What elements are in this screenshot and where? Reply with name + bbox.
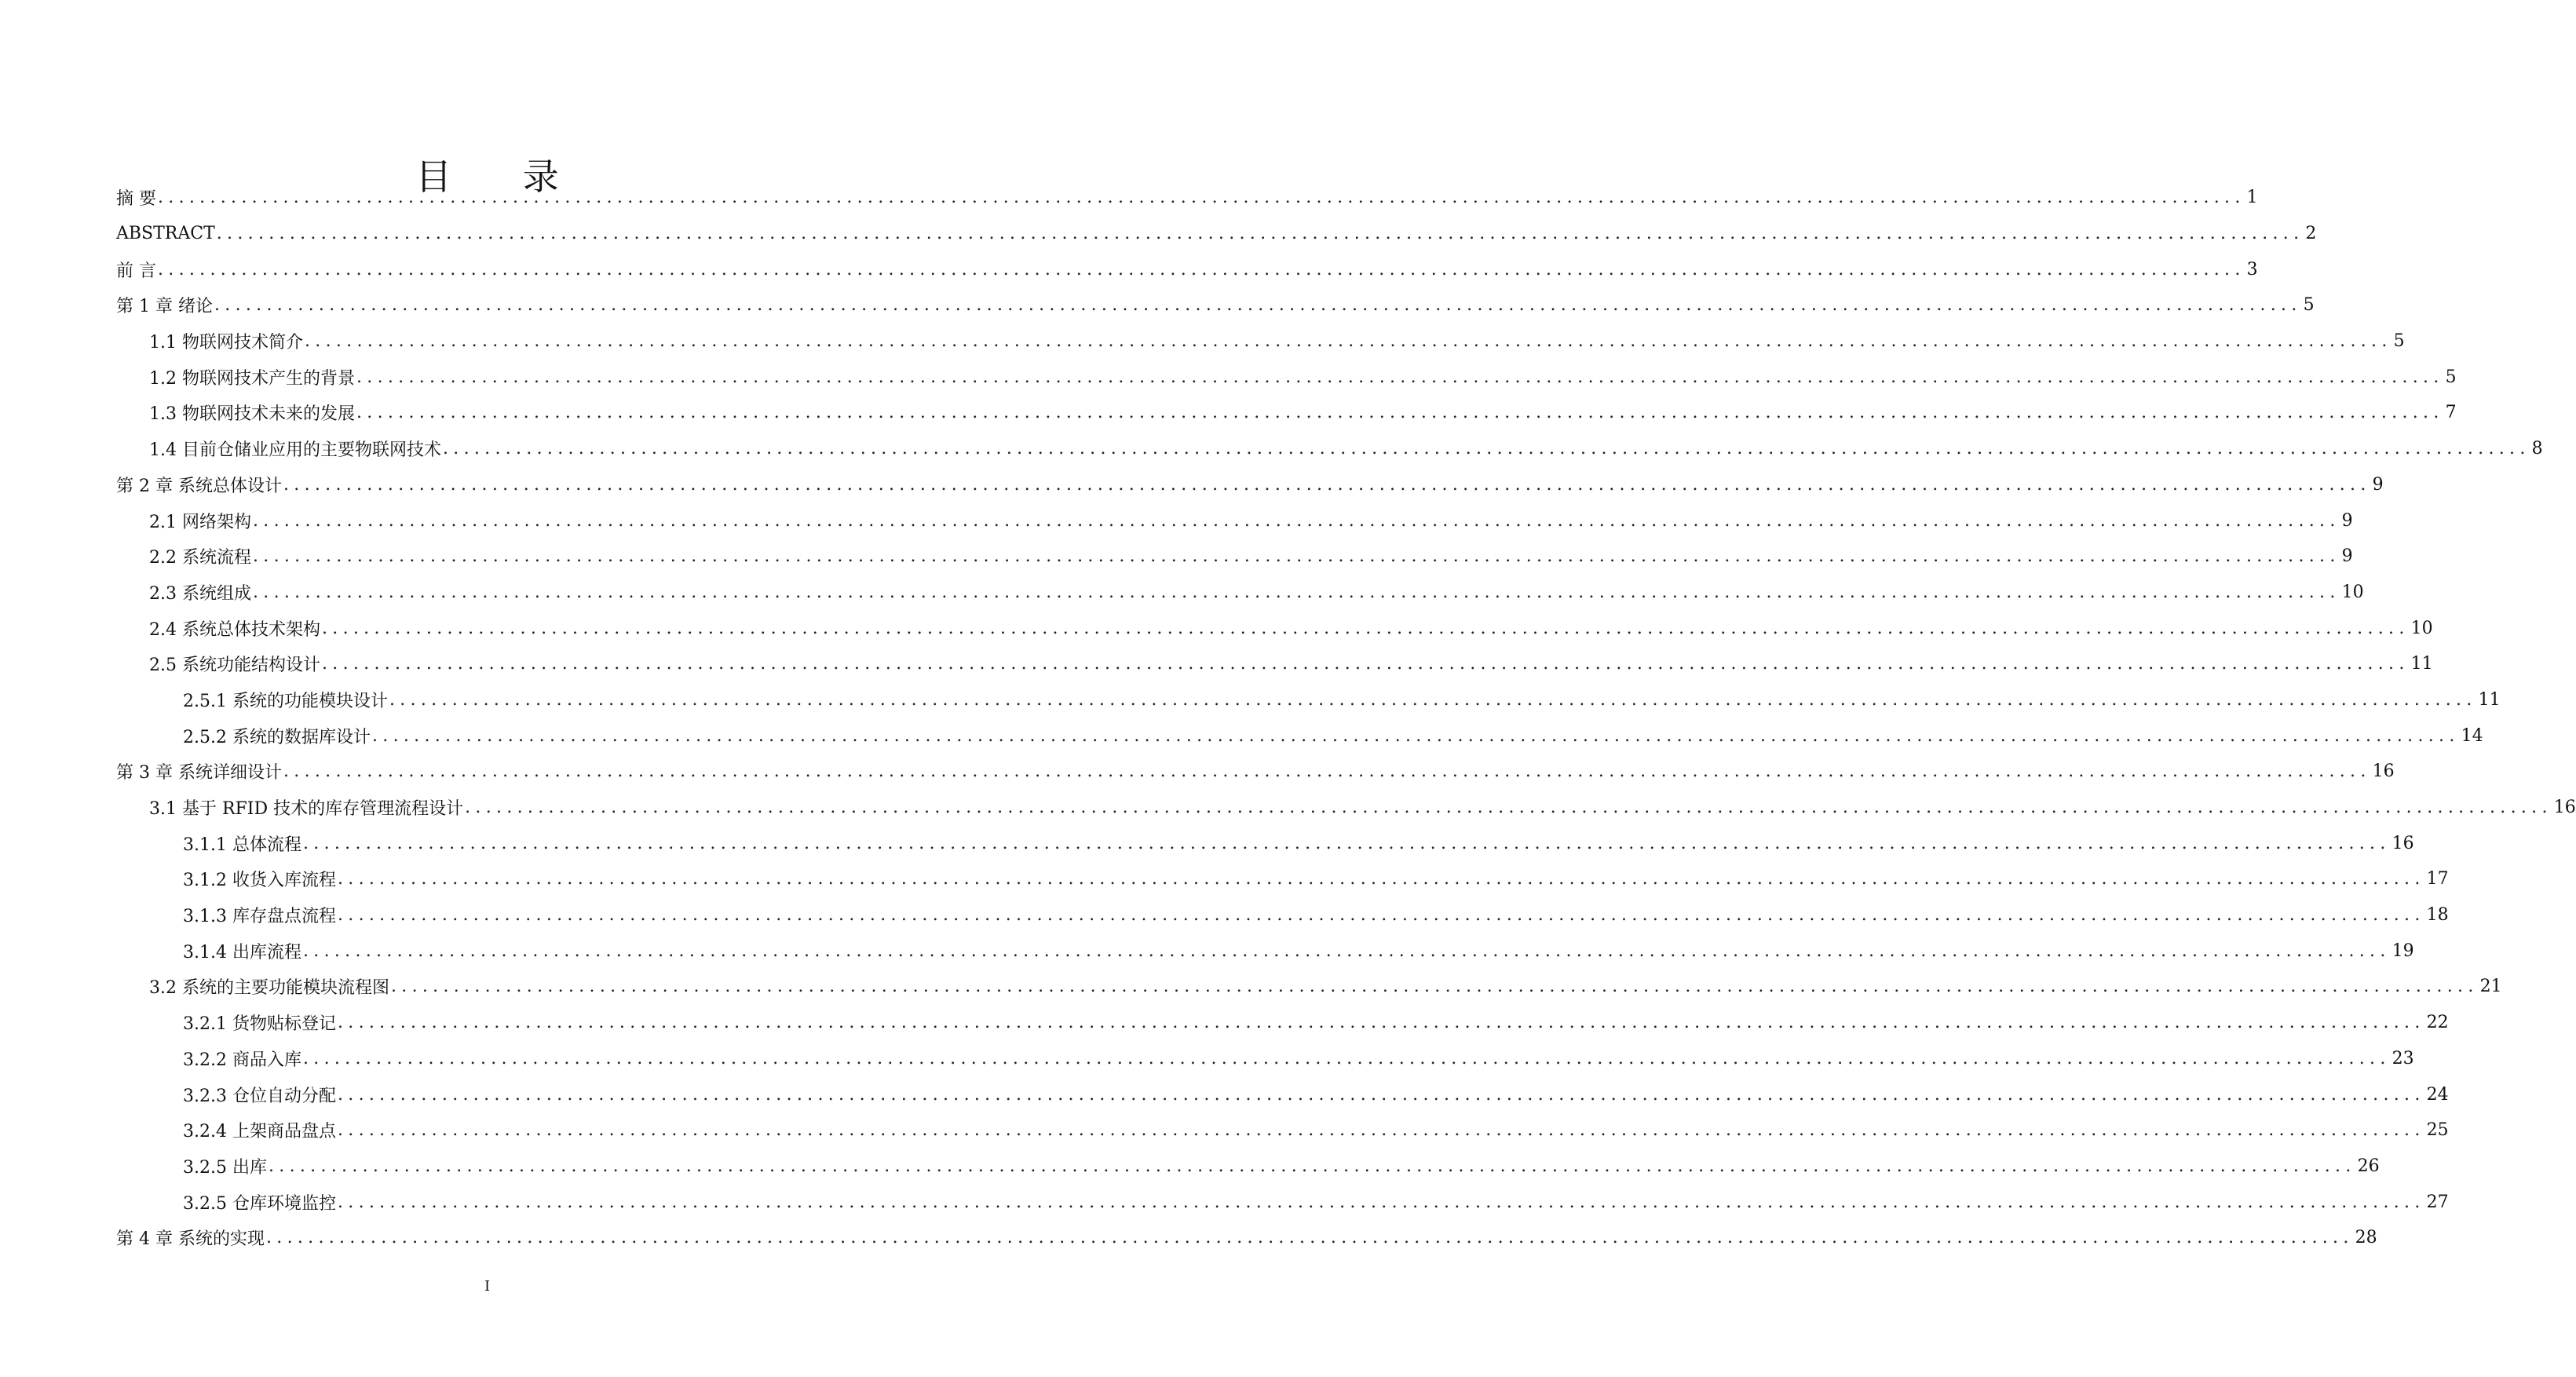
toc-entry-page: 10: [2410, 618, 2433, 638]
toc-entry-page: 18: [2426, 905, 2449, 926]
toc-entry[interactable]: [116, 395, 2457, 431]
toc-entry[interactable]: [116, 646, 2433, 682]
toc-entry-label: 3.2.2 商品入库: [183, 1050, 301, 1070]
toc-leader-dots: ........................................................................................................................................................................................................: [337, 869, 2425, 889]
page-number: I: [484, 1278, 491, 1295]
toc-leader-dots: ........................................................................................................................................................................................................: [356, 367, 2444, 387]
toc-entry-label: 3.1.3 库存盘点流程: [183, 907, 336, 927]
toc-entry[interactable]: [116, 251, 2258, 287]
toc-leader-dots: ........................................................................................................................................................................................................: [321, 654, 2410, 674]
toc-leader-dots: ........................................................................................................................................................................................................: [214, 295, 2302, 316]
toc-entry-label: 2.2 系统流程: [149, 548, 251, 568]
toc-leader-dots: ........................................................................................................................................................................................................: [389, 689, 2477, 710]
toc-entry[interactable]: [116, 287, 2315, 323]
toc-entry-label: 2.5.2 系统的数据库设计: [183, 727, 371, 747]
toc-entry[interactable]: [116, 323, 2405, 360]
toc-entry[interactable]: [116, 718, 2483, 754]
toc-entry-label: 摘 要: [116, 189, 156, 210]
toc-leader-dots: ........................................................................................................................................................................................................: [390, 977, 2479, 997]
toc-entry-page: 5: [2445, 367, 2457, 387]
toc-leader-dots: ........................................................................................................................................................................................................: [337, 905, 2425, 926]
toc-entry-page: 9: [2341, 546, 2353, 567]
toc-entry[interactable]: [116, 933, 2414, 969]
toc-entry-label: 3.2.5 仓库环境监控: [183, 1193, 336, 1214]
toc-leader-dots: ........................................................................................................................................................................................................: [442, 439, 2530, 459]
toc-leader-dots: ........................................................................................................................................................................................................: [356, 403, 2444, 423]
toc-entry-label: ABSTRACT: [116, 224, 215, 244]
toc-entry-label: 3.2.5 出库: [183, 1157, 267, 1178]
toc-entry-label: 1.1 物联网技术简介: [149, 333, 303, 353]
toc-entry[interactable]: [116, 790, 2576, 826]
toc-entry-label: 第 2 章 系统总体设计: [116, 476, 282, 496]
toc-entry-page: 11: [2478, 689, 2501, 710]
toc-entry[interactable]: [116, 1076, 2449, 1112]
toc-entry[interactable]: [116, 431, 2543, 467]
toc-entry-label: 2.5.1 系统的功能模块设计: [183, 691, 388, 711]
toc-entry-label: 2.1 网络架构: [149, 512, 251, 532]
toc-entry[interactable]: [116, 861, 2449, 897]
toc-entry-page: 26: [2357, 1156, 2380, 1176]
toc-entry-page: 22: [2426, 1013, 2449, 1033]
toc-entry-page: 21: [2479, 977, 2502, 997]
toc-entry[interactable]: [116, 1005, 2449, 1041]
toc-entry-page: 16: [2372, 762, 2395, 782]
toc-leader-dots: ........................................................................................................................................................................................................: [268, 1156, 2356, 1176]
toc-entry-label: 前 言: [116, 261, 156, 281]
toc-entry[interactable]: [116, 1112, 2449, 1149]
toc-entry[interactable]: [116, 825, 2414, 861]
toc-entry-label: 3.1.4 出库流程: [183, 942, 301, 962]
toc-entry-label: 3.1 基于 RFID 技术的库存管理流程设计: [149, 799, 464, 820]
toc-leader-dots: ........................................................................................................................................................................................................: [304, 331, 2392, 352]
toc-entry-label: 第 3 章 系统详细设计: [116, 763, 282, 783]
toc-leader-dots: ........................................................................................................................................................................................................: [371, 725, 2460, 746]
toc-leader-dots: ........................................................................................................................................................................................................: [265, 1228, 2354, 1248]
toc-entry-page: 17: [2426, 869, 2449, 889]
toc-entry-page: 16: [2391, 833, 2414, 853]
toc-entry-page: 1: [2246, 188, 2258, 208]
toc-entry-label: 1.4 目前仓储业应用的主要物联网技术: [149, 440, 441, 461]
toc-leader-dots: ........................................................................................................................................................................................................: [252, 546, 2340, 567]
toc-leader-dots: ........................................................................................................................................................................................................: [465, 798, 2552, 818]
toc-entry[interactable]: [116, 216, 2317, 252]
toc-entry-page: 9: [2372, 474, 2384, 495]
toc-entry-page: 16: [2553, 798, 2576, 818]
toc-entry-page: 11: [2410, 654, 2433, 674]
toc-leader-dots: ........................................................................................................................................................................................................: [321, 618, 2410, 638]
toc-leader-dots: ........................................................................................................................................................................................................: [302, 1048, 2391, 1068]
toc-entry[interactable]: [116, 969, 2502, 1005]
toc-leader-dots: ........................................................................................................................................................................................................: [337, 1192, 2425, 1212]
toc-entry[interactable]: [116, 467, 2384, 503]
toc-leader-dots: ........................................................................................................................................................................................................: [216, 224, 2304, 244]
toc-leader-dots: ........................................................................................................................................................................................................: [252, 510, 2340, 531]
toc-entry[interactable]: [116, 502, 2353, 539]
toc-entry-page: 27: [2426, 1192, 2449, 1212]
toc-leader-dots: ........................................................................................................................................................................................................: [337, 1120, 2425, 1141]
toc-entry-page: 3: [2246, 259, 2258, 279]
toc-entry-label: 2.3 系统组成: [149, 583, 251, 604]
toc-entry-page: 7: [2445, 403, 2457, 423]
toc-entry-page: 5: [2393, 331, 2405, 352]
toc-entry-page: 28: [2355, 1228, 2377, 1248]
toc-leader-dots: ........................................................................................................................................................................................................: [283, 762, 2371, 782]
toc-entry[interactable]: [116, 610, 2433, 646]
toc-leader-dots: ........................................................................................................................................................................................................: [302, 833, 2391, 853]
toc-entry-label: 3.2.1 货物贴标登记: [183, 1014, 336, 1035]
toc-entry-label: 3.1.1 总体流程: [183, 835, 301, 855]
toc-entry[interactable]: [116, 180, 2258, 216]
toc-entry-label: 第 1 章 绪论: [116, 297, 213, 317]
toc-entry-page: 2: [2305, 224, 2317, 244]
toc-entry-page: 10: [2341, 582, 2364, 602]
toc-leader-dots: ........................................................................................................................................................................................................: [158, 259, 2245, 279]
toc-entry-label: 3.1.2 收货入库流程: [183, 871, 336, 891]
toc-entry[interactable]: [116, 754, 2395, 790]
toc-entry-page: 5: [2303, 295, 2315, 316]
toc-entry-label: 1.2 物联网技术产生的背景: [149, 368, 355, 389]
toc-entry[interactable]: [116, 539, 2353, 575]
toc-entry-page: 19: [2391, 941, 2414, 961]
toc-leader-dots: ........................................................................................................................................................................................................: [337, 1084, 2425, 1105]
toc-leader-dots: ........................................................................................................................................................................................................: [302, 941, 2391, 961]
toc-leader-dots: ........................................................................................................................................................................................................: [283, 474, 2371, 495]
toc-entry[interactable]: [116, 359, 2457, 395]
toc-entry-label: 3.2.4 上架商品盘点: [183, 1122, 336, 1142]
toc-entry[interactable]: [116, 897, 2449, 933]
toc-entry[interactable]: [116, 682, 2501, 718]
toc-leader-dots: ........................................................................................................................................................................................................: [158, 188, 2245, 208]
toc-entry-label: 3.2.3 仓位自动分配: [183, 1086, 336, 1106]
toc-entry[interactable]: [116, 1220, 2377, 1256]
toc-entry-label: 第 4 章 系统的实现: [116, 1229, 265, 1250]
toc-entry-page: 24: [2426, 1084, 2449, 1105]
toc-entry[interactable]: [116, 575, 2364, 611]
toc-entry-page: 23: [2391, 1048, 2414, 1068]
toc-entry-label: 3.2 系统的主要功能模块流程图: [149, 978, 389, 999]
toc-entry-page: 25: [2426, 1120, 2449, 1141]
toc-entry-label: 2.4 系统总体技术架构: [149, 619, 320, 640]
toc-entry-page: 14: [2461, 725, 2483, 746]
toc-entry-label: 2.5 系统功能结构设计: [149, 656, 320, 676]
toc-entry[interactable]: [116, 1149, 2380, 1185]
toc-entry[interactable]: [116, 1041, 2414, 1077]
toc-entry-page: 8: [2531, 439, 2543, 459]
toc-leader-dots: ........................................................................................................................................................................................................: [337, 1013, 2425, 1033]
toc-entry[interactable]: [116, 1184, 2449, 1220]
toc-leader-dots: ........................................................................................................................................................................................................: [252, 582, 2340, 602]
toc-entry-page: 9: [2341, 510, 2353, 531]
toc-entry-label: 1.3 物联网技术未来的发展: [149, 404, 355, 425]
table-of-contents: [116, 180, 2576, 1256]
page-title: 目 录: [415, 155, 589, 198]
